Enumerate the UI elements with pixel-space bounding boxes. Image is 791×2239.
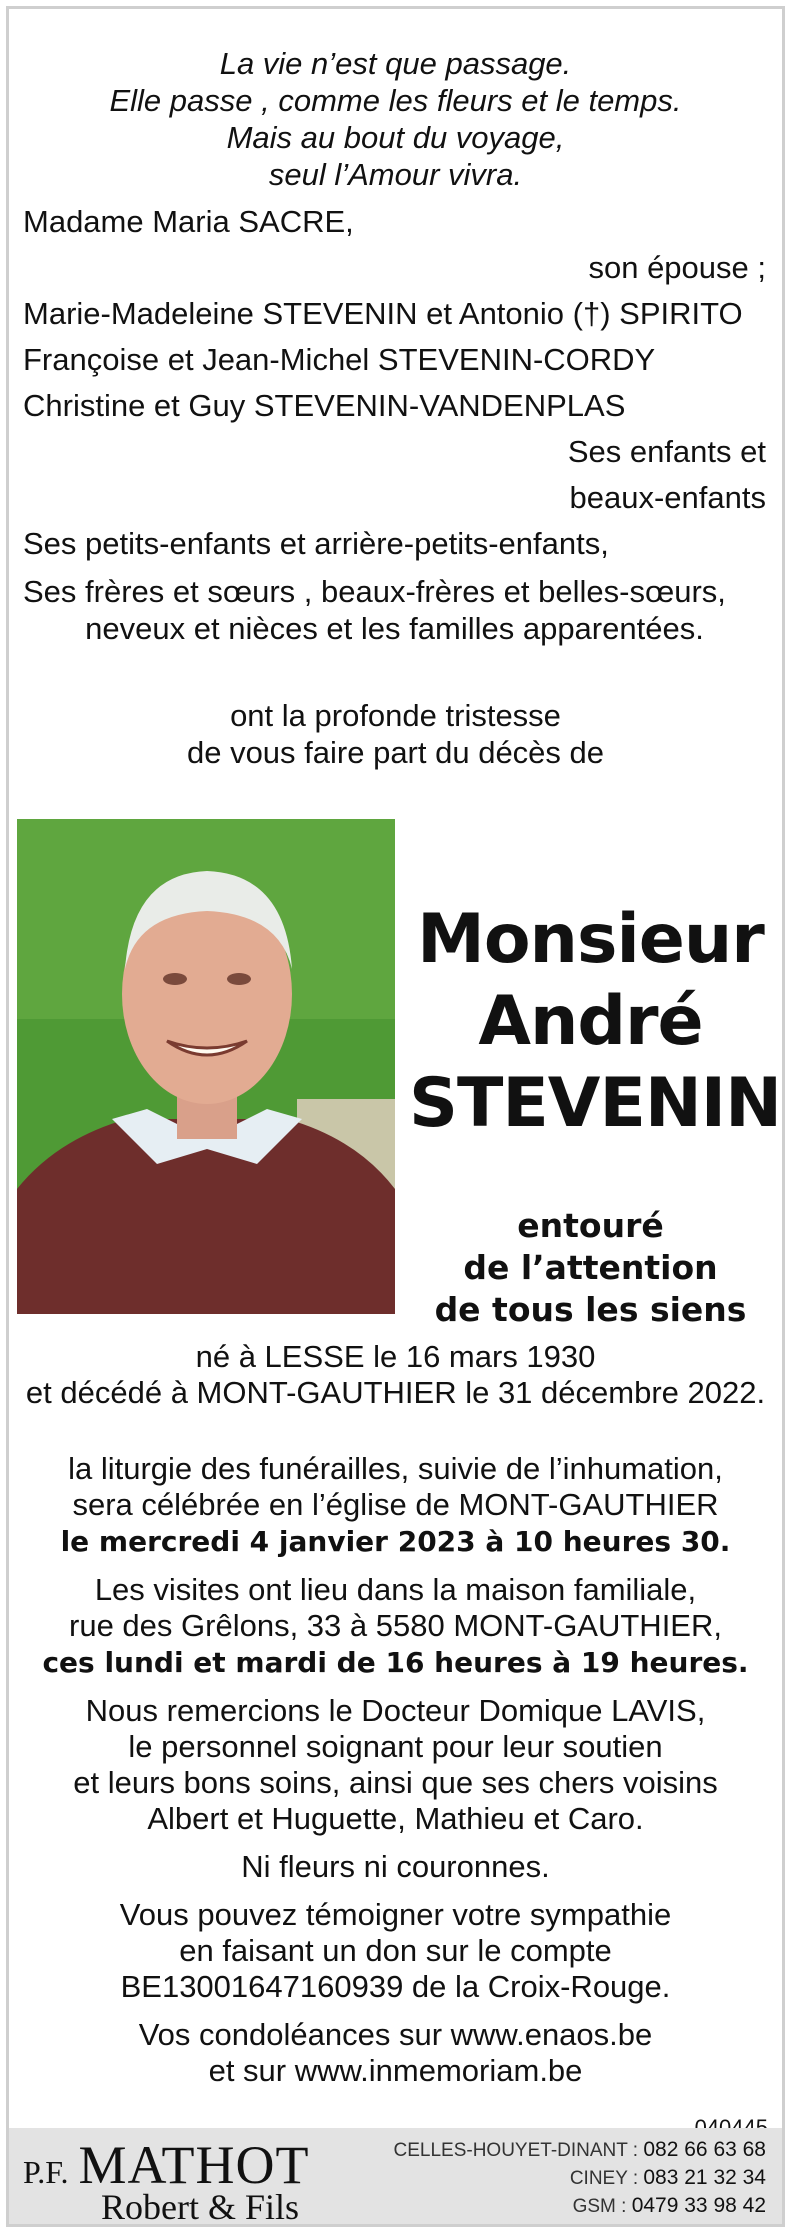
poem-line: Elle passe , comme les fleurs et le temps. [109, 83, 682, 118]
child-line: Françoise et Jean-Michel STEVENIN-CORDY [23, 342, 656, 377]
contact-row [394, 2136, 767, 2164]
no-flowers: Ni fleurs ni couronnes. [241, 1849, 550, 1884]
contact-label: CELLES-HOUYET-DINANT : [393, 2140, 639, 2161]
obituary-notice [6, 6, 785, 2227]
deceased-last-name: STEVENIN [409, 1064, 782, 1143]
children-role: Ses enfants et [567, 434, 766, 469]
contact-list [394, 2136, 767, 2220]
logo-prefix: P.F. [23, 2154, 69, 2190]
condolences-block [9, 2017, 782, 2089]
grandchildren: Ses petits-enfants et arrière-petits-enfants, [23, 526, 609, 561]
thanks-line: le personnel soignant pour leur soutien [128, 1729, 663, 1764]
contact-number: 083 21 32 34 [643, 2166, 766, 2189]
donation-block [9, 1897, 782, 2005]
funeral-line: sera célébrée en l’église de MONT-GAUTHIER [72, 1487, 719, 1522]
donation-line: en faisant un don sur le compte [179, 1933, 612, 1968]
logo-name: MATHOT [78, 2135, 310, 2195]
thanks-line: Albert et Huguette, Mathieu et Caro. [147, 1801, 644, 1836]
funeral-date: le mercredi 4 janvier 2023 à 10 heures 30. [60, 1525, 731, 1558]
contact-row [394, 2192, 767, 2220]
deceased-name-block [409, 899, 782, 1331]
surrounded-line: de l’attention [463, 1248, 718, 1287]
deceased-section [9, 819, 782, 1329]
poem-line: La vie n’est que passage. [219, 46, 572, 81]
contact-label: GSM : [572, 2196, 627, 2217]
child-line: Marie-Madeleine STEVENIN et Antonio (†) SPIRITO [23, 296, 743, 331]
surrounded-line: de tous les siens [434, 1290, 747, 1329]
poem-line: seul l’Amour vivra. [268, 157, 523, 192]
funeral-line: la liturgie des funérailles, suivie de l’inhumation, [68, 1451, 723, 1486]
donation-line: BE13001647160939 de la Croix-Rouge. [120, 1969, 671, 2004]
siblings: Ses frères et sœurs , beaux-frères et belles-sœurs, [23, 574, 726, 609]
visits-line: Les visites ont lieu dans la maison familiale, [94, 1572, 697, 1607]
visits-block [9, 1572, 782, 1681]
logo-subtitle: Robert & Fils [101, 2187, 300, 2227]
visits-line: rue des Grêlons, 33 à 5580 MONT-GAUTHIER, [69, 1608, 722, 1643]
announcement-intro [9, 697, 782, 771]
condolences-line: Vos condoléances sur www.enaos.be [138, 2017, 653, 2052]
death-line: et décédé à MONT-GAUTHIER le 31 décembre 2022. [25, 1375, 766, 1410]
family-list [9, 199, 782, 647]
birth-death-dates [9, 1339, 782, 1411]
spouse: Madame Maria SACRE, [23, 204, 354, 239]
child-line: Christine et Guy STEVENIN-VANDENPLAS [23, 388, 626, 423]
deceased-first-name: André [478, 982, 703, 1061]
spouse-role: son épouse ; [588, 250, 766, 285]
intro-line: de vous faire part du décès de [186, 735, 605, 770]
contact-number: 0479 33 98 42 [631, 2194, 766, 2217]
relatives: neveux et nièces et les familles apparentées. [85, 611, 704, 646]
intro-line: ont la profonde tristesse [230, 698, 561, 733]
poem-line: Mais au bout du voyage, [226, 120, 565, 155]
thanks-block [9, 1693, 782, 1837]
children-role: beaux-enfants [569, 480, 766, 515]
thanks-line: Nous remercions le Docteur Domique LAVIS, [85, 1693, 706, 1728]
poem [9, 45, 782, 193]
contact-label: CINEY : [569, 2168, 639, 2189]
funeral-information [9, 1451, 782, 2089]
contact-number: 082 66 63 68 [643, 2138, 766, 2161]
funeral-home-logo [23, 2134, 310, 2227]
donation-line: Vous pouvez témoigner votre sympathie [119, 1897, 672, 1932]
deceased-photo [17, 819, 395, 1314]
funeral-home-footer [9, 2128, 782, 2227]
surrounded-text [409, 1205, 772, 1331]
birth-line: né à LESSE le 16 mars 1930 [195, 1339, 596, 1374]
surrounded-line: entouré [517, 1206, 664, 1245]
deceased-title: Monsieur [417, 900, 764, 979]
condolences-line: et sur www.inmemoriam.be [208, 2053, 583, 2088]
visits-time: ces lundi et mardi de 16 heures à 19 heures. [42, 1646, 749, 1679]
thanks-line: et leurs bons soins, ainsi que ses chers voisins [73, 1765, 718, 1800]
contact-row [394, 2164, 767, 2192]
funeral-block [9, 1451, 782, 1560]
